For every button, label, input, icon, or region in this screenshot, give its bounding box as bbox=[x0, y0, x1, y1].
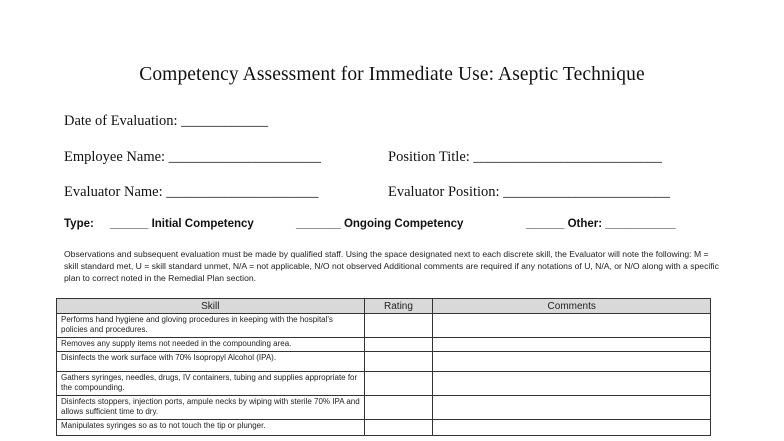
table-row bbox=[57, 420, 711, 436]
comments-cell[interactable] bbox=[433, 352, 711, 372]
table-row bbox=[57, 352, 711, 372]
rating-cell[interactable] bbox=[364, 372, 433, 396]
comments-column-header: Comments bbox=[433, 299, 711, 314]
skill-column-header: Skill bbox=[57, 299, 365, 314]
evaluator-position-field[interactable]: Evaluator Position: _______________________ bbox=[388, 184, 670, 200]
skill-cell: Disinfects the work surface with 70% Isopropyl Alcohol (IPA). bbox=[57, 352, 365, 372]
evaluator-name-field[interactable]: Evaluator Name: _____________________ bbox=[64, 184, 319, 200]
rating-cell[interactable] bbox=[364, 338, 433, 352]
skills-table bbox=[56, 298, 711, 436]
comments-cell[interactable] bbox=[433, 314, 711, 338]
initial-competency-option[interactable]: ______ Initial Competency bbox=[110, 218, 254, 230]
comments-cell[interactable] bbox=[433, 338, 711, 352]
skill-cell: Removes any supply items not needed in the compounding area. bbox=[57, 338, 365, 352]
comments-cell[interactable] bbox=[433, 420, 711, 436]
rating-cell[interactable] bbox=[364, 396, 433, 420]
table-row bbox=[57, 338, 711, 352]
ongoing-competency-option[interactable]: _______ Ongoing Competency bbox=[296, 218, 464, 230]
type-label: Type: bbox=[64, 218, 94, 230]
rating-cell[interactable] bbox=[364, 420, 433, 436]
skill-cell: Performs hand hygiene and gloving procedures in keeping with the hospital's policies and procedures. bbox=[57, 314, 365, 338]
competency-type-row bbox=[64, 218, 724, 234]
table-header-row bbox=[57, 299, 711, 314]
rating-column-header: Rating bbox=[364, 299, 433, 314]
table-row bbox=[57, 396, 711, 420]
skill-cell: Manipulates syringes so as to not touch the tip or plunger. bbox=[57, 420, 365, 436]
comments-cell[interactable] bbox=[433, 372, 711, 396]
skill-cell: Disinfects stoppers, injection ports, ampule necks by wiping with sterile 70% IPA and allows sufficient time to dry. bbox=[57, 396, 365, 420]
rating-cell[interactable] bbox=[364, 314, 433, 338]
instructions-paragraph: Observations and subsequent evaluation must be made by qualified staff. Using the space designated next to each discrete skill, the Evaluator will note the following: M = skill standard met, U = skill standard unmet, N/A = not applicable, N/O not observed Additional comments are required if any notations of U, N/A, or N/O along with a specific plan to correct noted in the Remedial Plan section. bbox=[64, 249, 719, 283]
comments-cell[interactable] bbox=[433, 396, 711, 420]
date-of-evaluation-field[interactable]: Date of Evaluation: ____________ bbox=[64, 113, 269, 129]
document-title: Competency Assessment for Immediate Use: Aseptic Technique bbox=[139, 64, 645, 85]
table-row bbox=[57, 314, 711, 338]
table-row bbox=[57, 372, 711, 396]
employee-name-field[interactable]: Employee Name: _____________________ bbox=[64, 149, 321, 165]
skill-cell: Gathers syringes, needles, drugs, IV containers, tubing and supplies appropriate for the compounding. bbox=[57, 372, 365, 396]
other-type-option[interactable]: ______ Other: ___________ bbox=[526, 218, 676, 230]
position-title-field[interactable]: Position Title: __________________________ bbox=[388, 149, 662, 165]
rating-cell[interactable] bbox=[364, 352, 433, 372]
